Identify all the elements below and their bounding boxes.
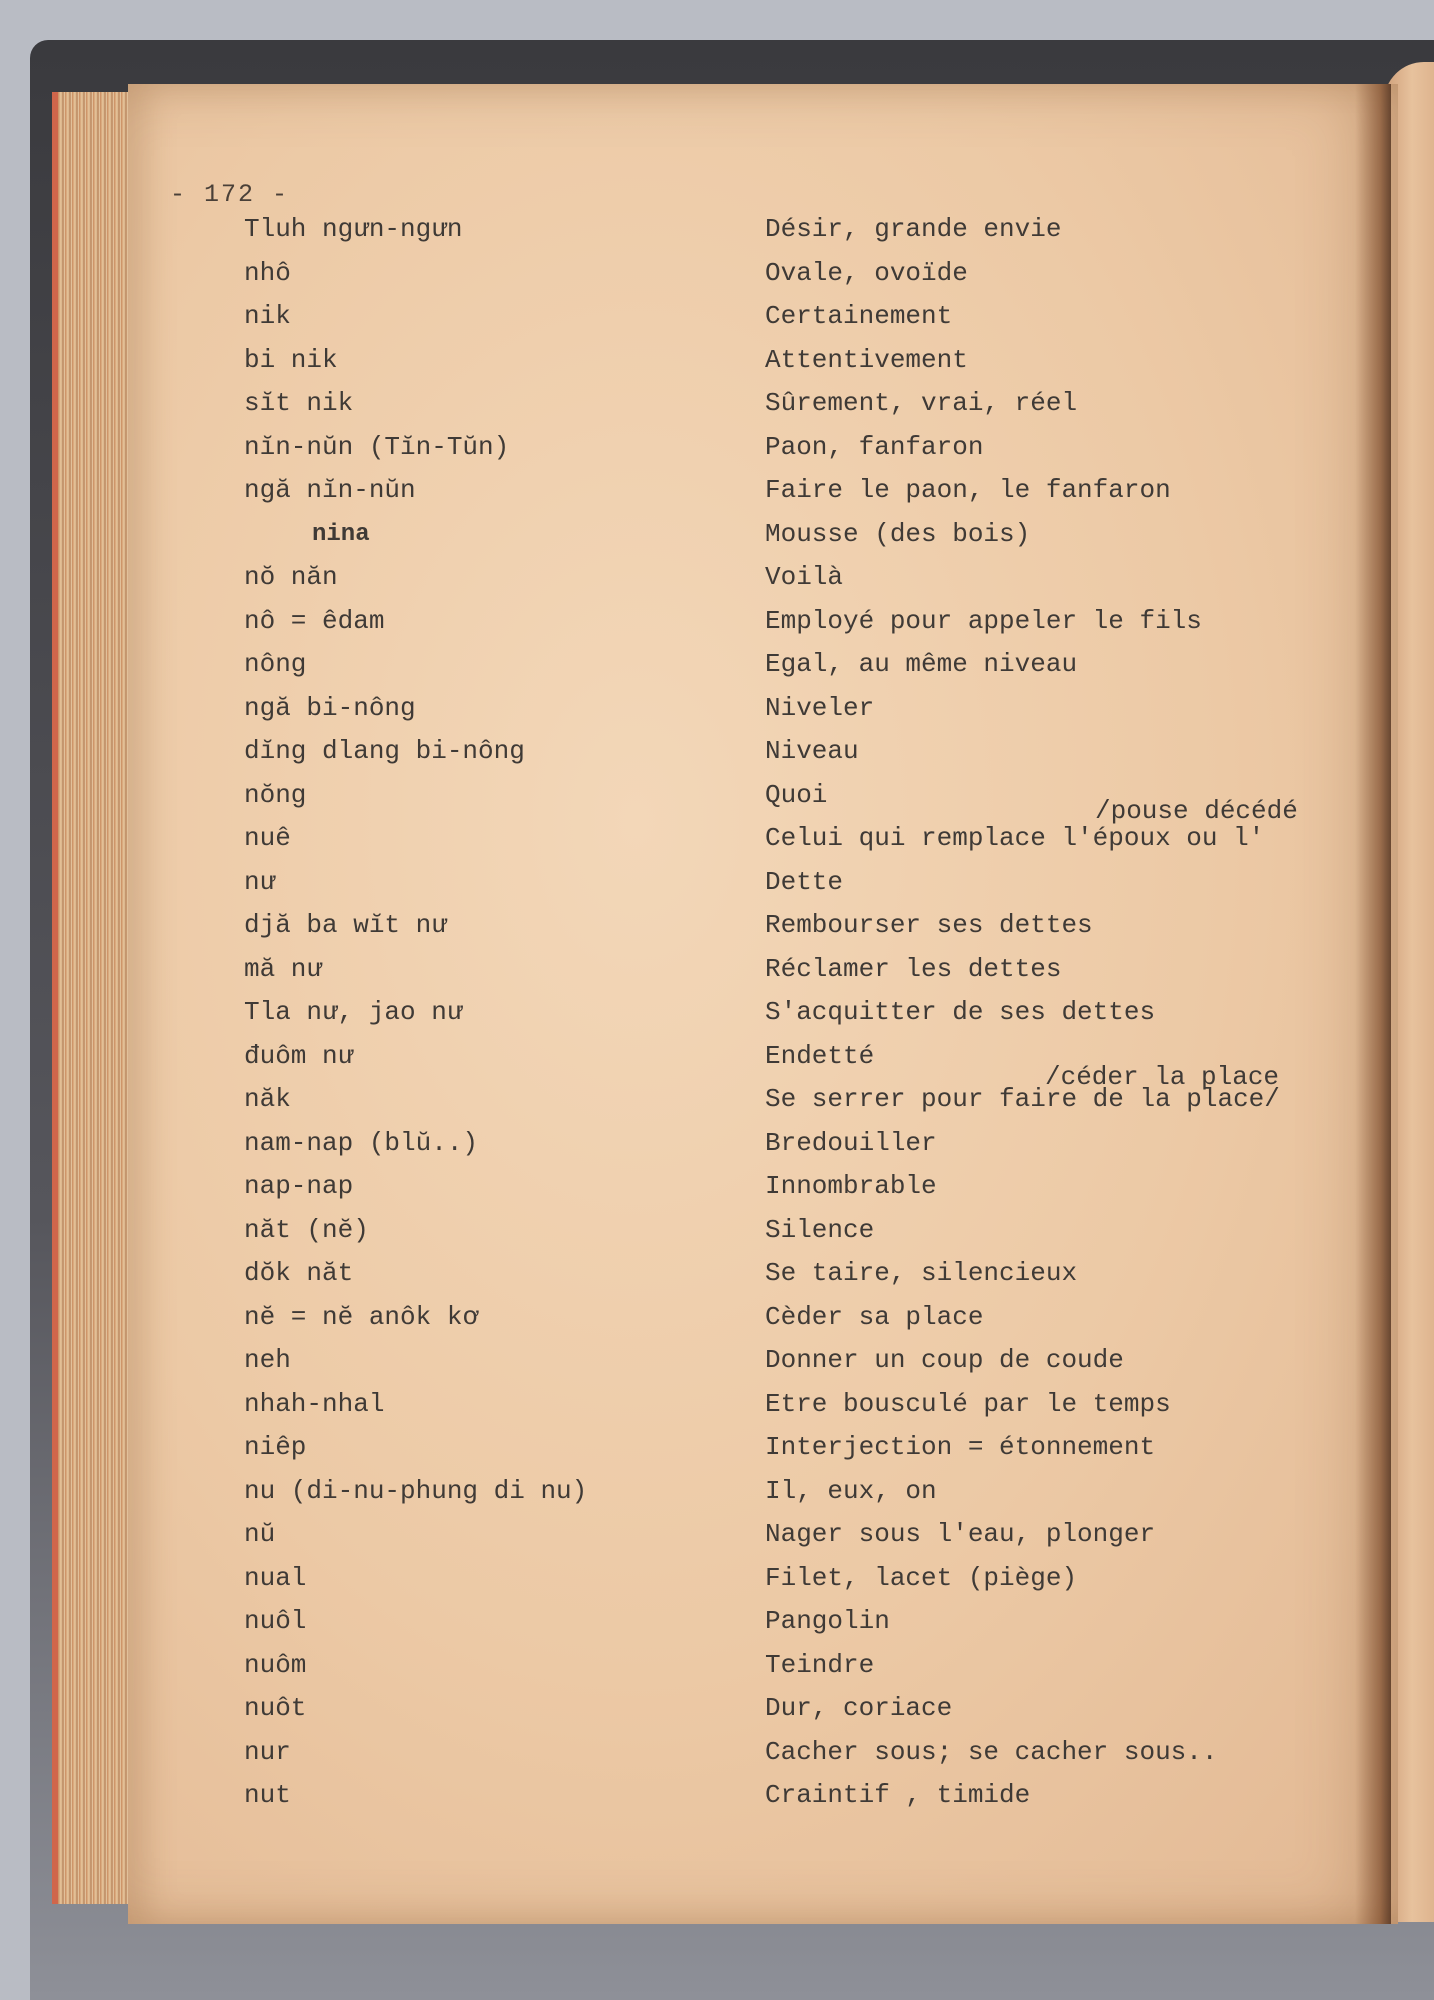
definition: Dur, coriace bbox=[765, 1693, 953, 1723]
definition: Innombrable bbox=[765, 1171, 937, 1201]
definition: Se serrer pour faire de la place/ bbox=[765, 1084, 1280, 1114]
headword: đuôm nư bbox=[244, 1040, 354, 1071]
definition: Réclamer les dettes bbox=[765, 953, 1062, 984]
definition: Nager sous l'eau, plonger bbox=[765, 1519, 1156, 1549]
headword: nông bbox=[244, 649, 307, 679]
headword: nuê bbox=[244, 823, 291, 853]
definition: Craintif , timide bbox=[765, 1780, 1031, 1810]
definition: Filet, lacet (piège) bbox=[765, 1562, 1078, 1593]
headword: nhah-nhal bbox=[244, 1388, 385, 1419]
headword: nư bbox=[244, 866, 276, 897]
definition: Paon, fanfaron bbox=[765, 431, 984, 462]
headword: Tluh ngưn-ngưn bbox=[244, 214, 463, 244]
headword: ngă nĭn-nŭn bbox=[244, 475, 416, 505]
definition: Rembourser ses dettes bbox=[765, 910, 1093, 940]
headword-column bbox=[244, 208, 764, 1818]
headword: Tla nư, jao nư bbox=[244, 997, 463, 1027]
definition: Voilà bbox=[765, 562, 844, 592]
headword: djă ba wĭt nư bbox=[244, 910, 447, 940]
definition: Silence bbox=[765, 1214, 875, 1245]
headword: nĭn-nŭn (Tĭn-Tŭn) bbox=[244, 431, 510, 462]
headword: sĭt nik bbox=[244, 388, 354, 418]
annotation-pouse: /pouse décédé bbox=[1095, 796, 1298, 826]
headword: neh bbox=[244, 1345, 291, 1375]
definition: Niveau bbox=[765, 736, 859, 766]
headword: nam-nap (blŭ..) bbox=[244, 1127, 479, 1158]
definition: Sûrement, vrai, réel bbox=[765, 388, 1078, 418]
headword: nuôm bbox=[244, 1649, 307, 1680]
definition: Employé pour appeler le fils bbox=[765, 605, 1202, 636]
headword: nut bbox=[244, 1780, 291, 1810]
headword: nur bbox=[244, 1736, 291, 1767]
headword: nŏ năn bbox=[244, 562, 338, 592]
headword: nap-nap bbox=[244, 1171, 354, 1201]
definition: Teindre bbox=[765, 1649, 875, 1680]
definition: Désir, grande envie bbox=[765, 214, 1062, 244]
definition: Etre bousculé par le temps bbox=[765, 1388, 1171, 1419]
headword: năk bbox=[244, 1084, 291, 1114]
definition: Ovale, ovoïde bbox=[765, 257, 968, 288]
definition: Il, eux, on bbox=[765, 1475, 937, 1506]
annotation-ceder: /céder la place bbox=[1045, 1062, 1280, 1092]
headword: nô = êdam bbox=[244, 605, 385, 636]
headword: nual bbox=[244, 1562, 307, 1593]
definition: Mousse (des bois) bbox=[765, 518, 1031, 549]
headword: nuôt bbox=[244, 1693, 307, 1723]
headword: bi nik bbox=[244, 344, 338, 375]
definition: Cèder sa place bbox=[765, 1301, 984, 1332]
headword: nŏng bbox=[244, 779, 307, 810]
headword: nŭ bbox=[244, 1519, 276, 1549]
definition: Endetté bbox=[765, 1040, 875, 1071]
definition: Attentivement bbox=[765, 344, 968, 375]
headword: dĭng dlang bi-nông bbox=[244, 736, 525, 766]
headword: nhô bbox=[244, 257, 291, 288]
definition: S'acquitter de ses dettes bbox=[765, 997, 1156, 1027]
headword-subentry: nina bbox=[312, 520, 370, 548]
definition-column bbox=[765, 208, 1365, 1818]
definition: Quoi bbox=[765, 779, 828, 810]
headword: dŏk năt bbox=[244, 1258, 354, 1288]
definition: Interjection = étonnement bbox=[765, 1432, 1156, 1462]
definition: Bredouiller bbox=[765, 1127, 937, 1158]
headword: năt (nĕ) bbox=[244, 1214, 369, 1245]
definition: Celui qui remplace l'époux ou l' bbox=[765, 823, 1265, 853]
headword: nuôl bbox=[244, 1606, 307, 1636]
page-number: - 172 - bbox=[170, 180, 290, 209]
headword: niêp bbox=[244, 1432, 307, 1462]
headword: nu (di-nu-phung di nu) bbox=[244, 1475, 588, 1506]
definition: Pangolin bbox=[765, 1606, 890, 1636]
headword: nĕ = nĕ anôk kơ bbox=[244, 1301, 479, 1332]
headword: ngă bi-nông bbox=[244, 692, 416, 723]
definition: Cacher sous; se cacher sous.. bbox=[765, 1736, 1218, 1767]
definition: Faire le paon, le fanfaron bbox=[765, 475, 1171, 505]
definition: Se taire, silencieux bbox=[765, 1258, 1078, 1288]
definition: Niveler bbox=[765, 692, 875, 723]
headword: nik bbox=[244, 301, 291, 331]
definition: Donner un coup de coude bbox=[765, 1345, 1124, 1375]
definition: Dette bbox=[765, 866, 844, 897]
definition: Certainement bbox=[765, 301, 953, 331]
headword: mă nư bbox=[244, 953, 323, 984]
definition: Egal, au même niveau bbox=[765, 649, 1078, 679]
